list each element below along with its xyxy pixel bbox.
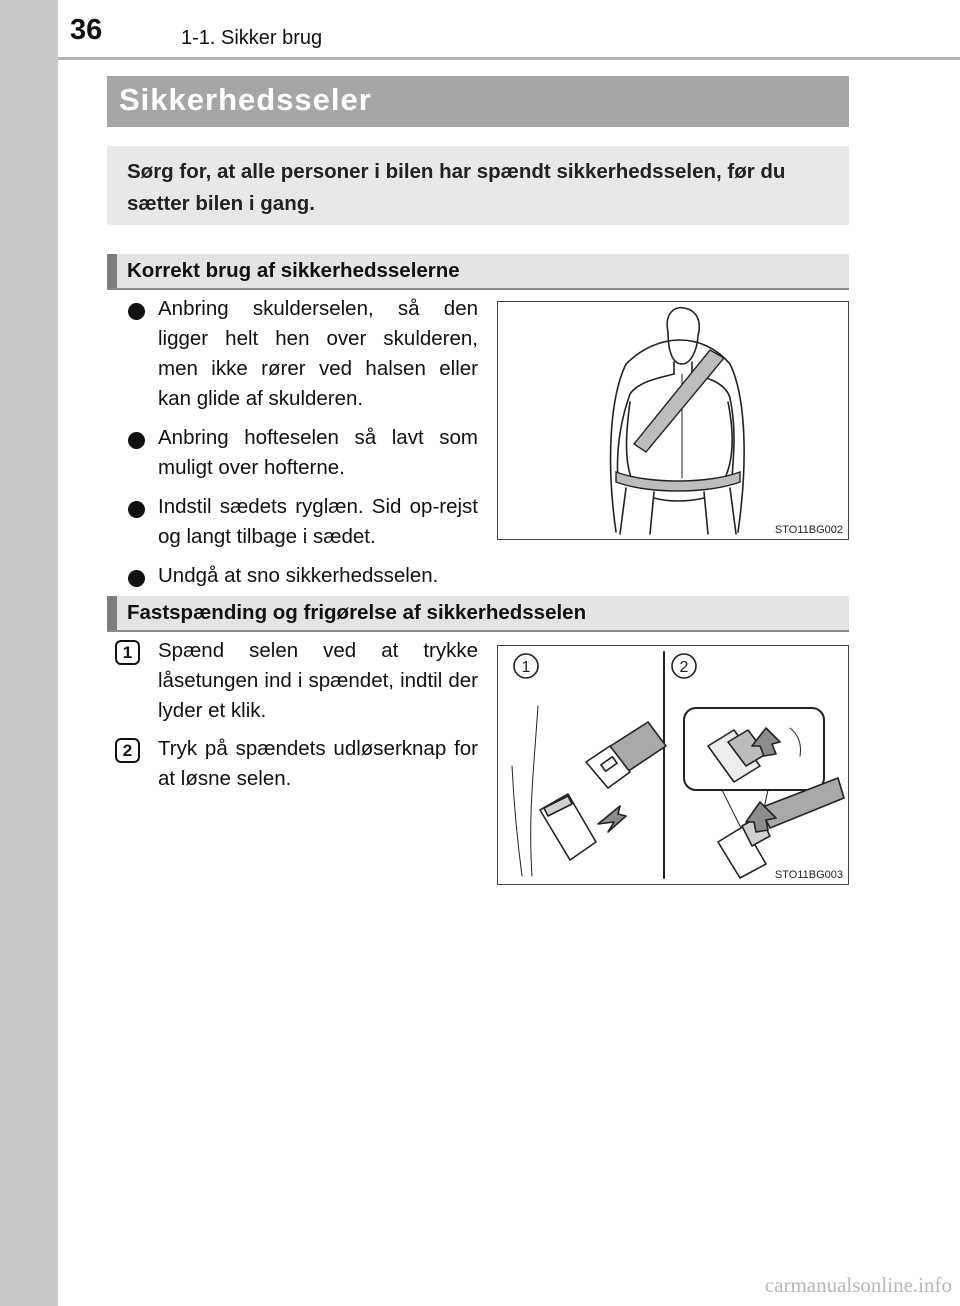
seated-person-seatbelt-illustration <box>497 301 849 540</box>
list-item: Indstil sædets ryglæn. Sid op-rejst og langt tilbage i sædet. <box>128 492 478 552</box>
title-bar <box>107 76 849 127</box>
subheading-fastening-label: Fastspænding og frigørelse af sikkerhedsselen <box>127 601 587 624</box>
bullet-dot-icon <box>128 570 145 587</box>
figure-label-1: 1 <box>521 659 531 676</box>
subheading-marker <box>107 596 117 630</box>
step-number-badge: 1 <box>115 640 140 665</box>
watermark: carmanualsonline.info <box>764 1273 952 1297</box>
bullet-list <box>128 294 478 600</box>
list-item: Undgå at sno sikkerhedsselen. <box>128 561 478 591</box>
figure-label-2: 2 <box>679 659 689 676</box>
step-list <box>115 636 478 802</box>
subheading-correct-use-label: Korrekt brug af sikkerhedsselerne <box>127 259 460 282</box>
subheading-fastening <box>107 596 849 632</box>
bullet-dot-icon <box>128 303 145 320</box>
bullet-dot-icon <box>128 432 145 449</box>
page-title: Sikkerhedsseler <box>119 82 372 117</box>
figure-code: STO11BG002 <box>774 524 843 536</box>
buckle-drawing <box>498 646 850 886</box>
header-rule <box>58 57 960 60</box>
list-item: 2 Tryk på spændets udløserknap for at løsne selen. <box>115 734 478 794</box>
subheading-correct-use <box>107 254 849 290</box>
intro-box <box>107 146 849 225</box>
buckle-illustration <box>497 645 849 885</box>
list-item: 1 Spænd selen ved at trykke låsetungen ind i spændet, indtil der lyder et klik. <box>115 636 478 726</box>
bullet-dot-icon <box>128 501 145 518</box>
list-item: Anbring hofteselen så lavt som muligt over hofterne. <box>128 423 478 483</box>
list-item: Anbring skulderselen, så den ligger helt hen over skulderen, men ikke rører ved halsen eller kan glide af skulderen. <box>128 294 478 414</box>
page-side-strip <box>0 0 58 1306</box>
page-number: 36 <box>70 14 103 46</box>
step-number-badge: 2 <box>115 738 140 763</box>
figure-code: STO11BG003 <box>774 869 843 881</box>
intro-text: Sørg for, at alle personer i bilen har spændt sikkerhedsselen, før du sætter bilen i gang. <box>127 160 786 215</box>
seated-person-drawing <box>498 302 850 541</box>
section-path: 1-1. Sikker brug <box>181 27 323 49</box>
subheading-marker <box>107 254 117 288</box>
